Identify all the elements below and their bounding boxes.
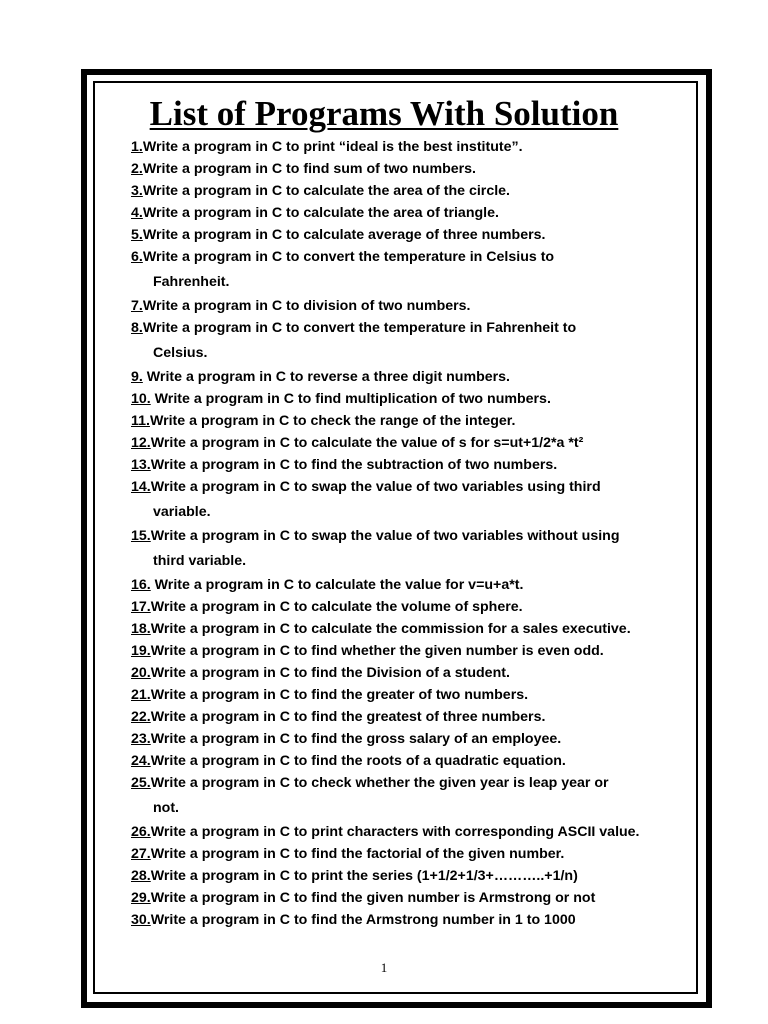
item-number: 7.	[131, 298, 143, 314]
list-item-line	[131, 662, 691, 684]
list-item-line	[131, 684, 691, 706]
item-text: Write a program in C to check whether the given year is leap year or	[150, 775, 609, 791]
list-item-line	[131, 180, 691, 202]
item-text: Write a program in C to find the given number is Armstrong or not	[150, 890, 596, 906]
list-item	[131, 662, 691, 684]
item-continuation: variable.	[153, 503, 211, 520]
page-title-text: List of Programs With Solution	[149, 94, 619, 133]
list-item-line	[131, 618, 691, 640]
item-text: Write a program in C to find the roots of a quadratic equation.	[150, 753, 566, 769]
list-item-line	[131, 246, 691, 271]
item-continuation: third variable.	[153, 552, 247, 569]
item-number: 13.	[131, 457, 151, 473]
item-number: 21.	[131, 687, 151, 703]
list-item	[131, 843, 691, 865]
item-number: 30.	[131, 912, 151, 928]
list-item	[131, 865, 691, 887]
list-item-line	[131, 202, 691, 224]
item-text: Write a program in C to find the Division of a student.	[150, 665, 510, 681]
item-text: Write a program in C to calculate the commission for a sales executive.	[150, 621, 631, 637]
item-number: 16.	[131, 577, 151, 593]
item-number: 25.	[131, 775, 151, 791]
item-number: 14.	[131, 479, 151, 495]
item-continuation: Celsius.	[153, 344, 208, 361]
item-number: 26.	[131, 824, 151, 840]
list-item	[131, 596, 691, 618]
page-number: 1	[380, 960, 388, 975]
list-item	[131, 887, 691, 909]
item-number: 28.	[131, 868, 151, 884]
item-text: Write a program in C to swap the value of two variables using third	[150, 479, 601, 495]
list-item	[131, 684, 691, 706]
program-list	[131, 136, 691, 931]
item-number: 6.	[131, 249, 143, 265]
list-item-line	[131, 476, 691, 501]
list-item	[131, 640, 691, 662]
list-item-line	[131, 317, 691, 342]
list-item	[131, 476, 691, 525]
item-number: 3.	[131, 183, 143, 199]
list-item-line	[131, 843, 691, 865]
item-text: Write a program in C to calculate the area of triangle.	[142, 205, 499, 221]
item-number: 20.	[131, 665, 151, 681]
list-item-line	[131, 224, 691, 246]
item-text: Write a program in C to find the greatest of three numbers.	[150, 709, 546, 725]
item-text: Write a program in C to convert the temperature in Celsius to	[142, 249, 555, 265]
list-item-line	[131, 525, 691, 550]
list-item-line	[131, 158, 691, 180]
list-item-line	[131, 728, 691, 750]
item-text: Write a program in C to find sum of two numbers.	[142, 161, 477, 177]
item-continuation: Fahrenheit.	[153, 273, 230, 290]
item-text: Write a program in C to calculate the volume of sphere.	[150, 599, 523, 615]
list-item	[131, 136, 691, 158]
item-number: 15.	[131, 528, 151, 544]
list-item	[131, 821, 691, 843]
list-item	[131, 772, 691, 821]
list-item-line	[131, 410, 691, 432]
list-item	[131, 224, 691, 246]
item-number: 11.	[131, 413, 150, 429]
item-text: Write a program in C to calculate the value for v=u+a*t.	[150, 577, 524, 593]
list-item	[131, 388, 691, 410]
list-item	[131, 728, 691, 750]
list-item-line	[131, 865, 691, 887]
list-item-line	[131, 772, 691, 797]
list-item	[131, 909, 691, 931]
list-item	[131, 180, 691, 202]
item-text: Write a program in C to calculate the area of the circle.	[142, 183, 510, 199]
item-text: Write a program in C to swap the value of two variables without using	[150, 528, 620, 544]
item-text: Write a program in C to find the greater of two numbers.	[150, 687, 529, 703]
item-text: Write a program in C to check the range of the integer.	[149, 413, 516, 429]
list-item	[131, 525, 691, 574]
list-item-line	[131, 574, 691, 596]
item-number: 23.	[131, 731, 151, 747]
item-text: Write a program in C to calculate the value of s for s=ut+1/2*a *t²	[150, 435, 584, 451]
item-text: Write a program in C to calculate average of three numbers.	[142, 227, 546, 243]
list-item	[131, 317, 691, 366]
list-item-line	[131, 295, 691, 317]
item-number: 4.	[131, 205, 143, 221]
list-item	[131, 574, 691, 596]
list-item-line	[131, 909, 691, 931]
list-item	[131, 366, 691, 388]
item-text: Write a program in C to reverse a three digit numbers.	[142, 369, 510, 385]
item-number: 9.	[131, 369, 143, 385]
list-item-line	[131, 432, 691, 454]
item-text: Write a program in C to division of two numbers.	[142, 298, 471, 314]
item-text: Write a program in C to print “ideal is the best institute”.	[142, 139, 523, 155]
list-item-line	[131, 454, 691, 476]
item-text: Write a program in C to find the gross salary of an employee.	[150, 731, 562, 747]
item-text: Write a program in C to print characters with corresponding ASCII value.	[150, 824, 640, 840]
item-number: 18.	[131, 621, 151, 637]
page-title	[0, 94, 768, 134]
item-text: Write a program in C to find whether the given number is even odd.	[150, 643, 604, 659]
list-item-line	[131, 750, 691, 772]
list-item-line	[131, 136, 691, 158]
item-text: Write a program in C to find the Armstrong number in 1 to 1000	[150, 912, 576, 928]
item-text: Write a program in C to find the factorial of the given number.	[150, 846, 565, 862]
item-text: Write a program in C to print the series (1+1/2+1/3+………..+1/n)	[150, 868, 578, 884]
item-number: 27.	[131, 846, 151, 862]
item-text: Write a program in C to find the subtraction of two numbers.	[150, 457, 558, 473]
list-item-line	[131, 388, 691, 410]
item-number: 19.	[131, 643, 151, 659]
item-text: Write a program in C to convert the temperature in Fahrenheit to	[142, 320, 577, 336]
item-number: 12.	[131, 435, 151, 451]
item-number: 22.	[131, 709, 151, 725]
item-text: Write a program in C to find multiplication of two numbers.	[150, 391, 551, 407]
item-continuation: not.	[153, 799, 179, 816]
list-item	[131, 432, 691, 454]
list-item-line	[131, 596, 691, 618]
list-item	[131, 618, 691, 640]
list-item	[131, 706, 691, 728]
list-item	[131, 202, 691, 224]
list-item-line	[131, 706, 691, 728]
list-item	[131, 750, 691, 772]
list-item	[131, 410, 691, 432]
item-number: 29.	[131, 890, 151, 906]
item-number: 2.	[131, 161, 143, 177]
item-number: 10.	[131, 391, 151, 407]
item-number: 24.	[131, 753, 151, 769]
item-number: 17.	[131, 599, 151, 615]
item-number: 5.	[131, 227, 143, 243]
list-item-line	[131, 887, 691, 909]
list-item-line	[131, 821, 691, 843]
list-item-line	[131, 366, 691, 388]
item-number: 1.	[131, 139, 143, 155]
list-item-line	[131, 640, 691, 662]
list-item	[131, 454, 691, 476]
list-item	[131, 246, 691, 295]
item-number: 8.	[131, 320, 143, 336]
list-item	[131, 158, 691, 180]
list-item	[131, 295, 691, 317]
